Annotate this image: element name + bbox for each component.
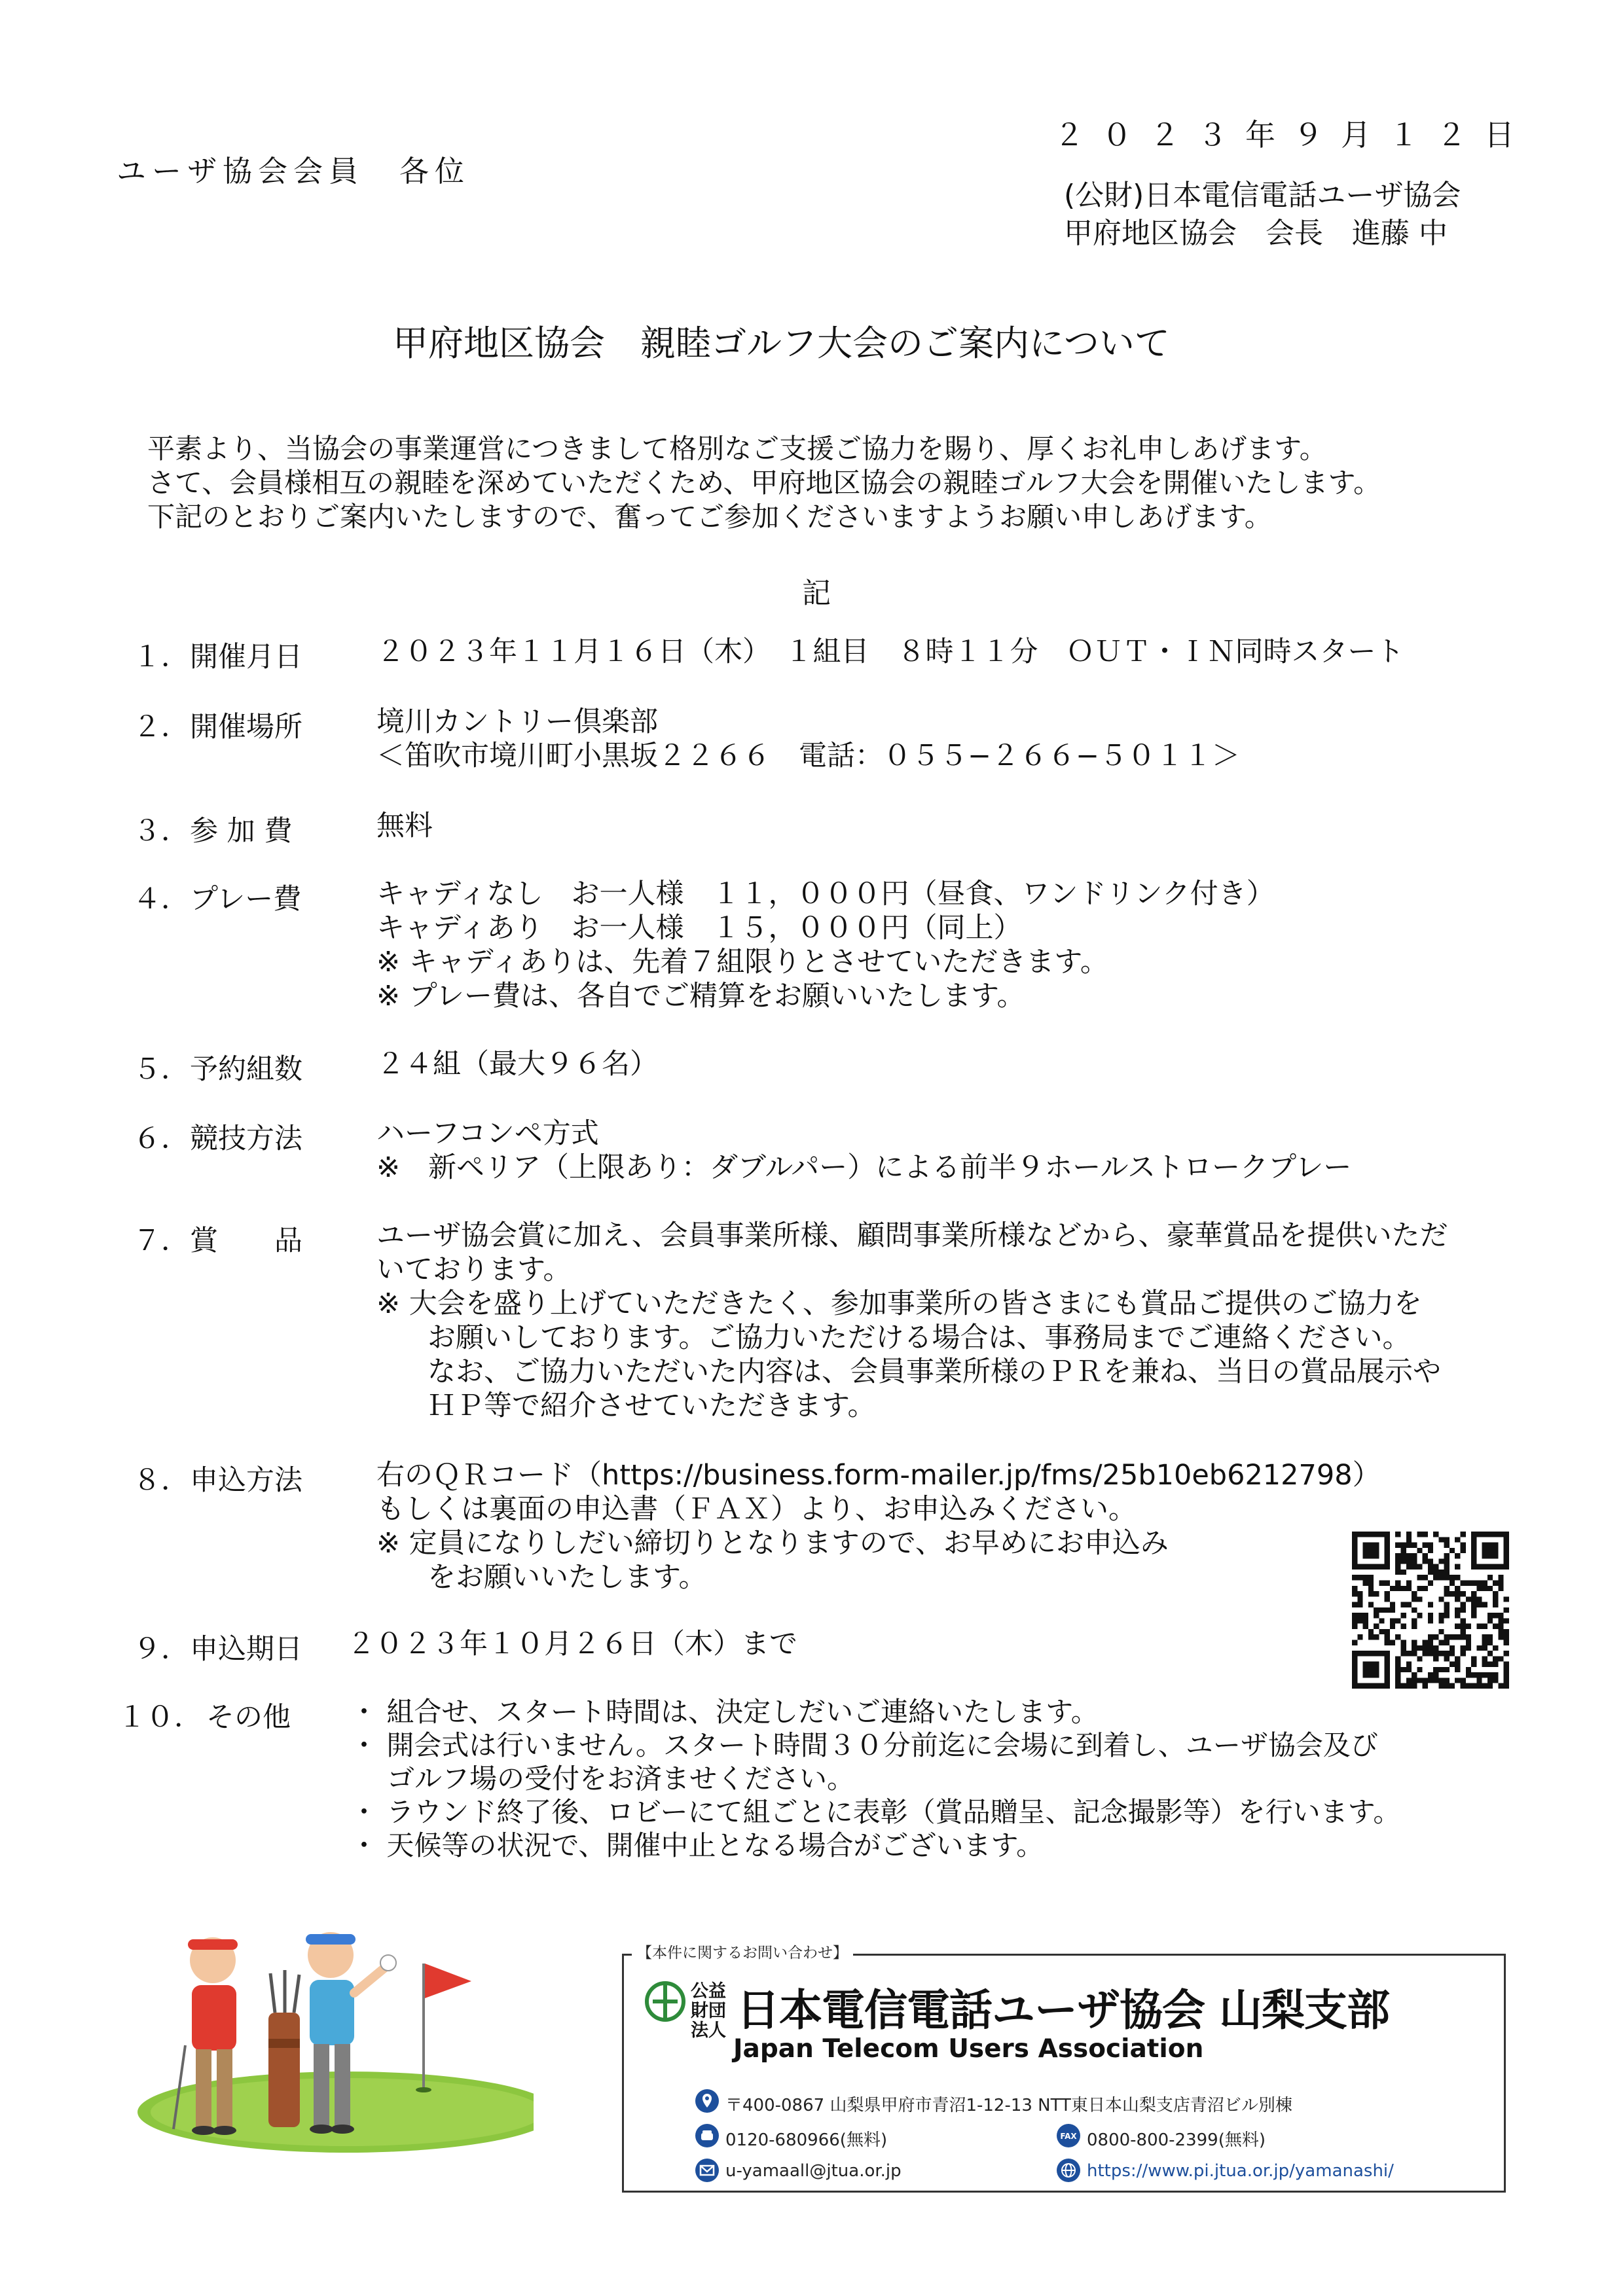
item-line: ※ キャディありは、先着７組限りとさせていただきます。: [376, 946, 1108, 978]
item-value: [350, 1695, 1400, 1862]
item-number: １０．: [118, 1701, 202, 1734]
mail-icon: [694, 2157, 720, 2183]
item-label: プレー費: [190, 883, 302, 916]
contact-email[interactable]: u-yamaall@jtua.or.jp: [725, 2161, 902, 2181]
org-name: 日本電信電話ユーザ協会 山梨支部: [737, 1985, 1389, 2036]
item-line: をお願いいたします。: [428, 1561, 707, 1594]
item-value: [376, 1117, 1351, 1185]
ki-heading: 記: [802, 577, 831, 610]
qr-code[interactable]: [1352, 1532, 1509, 1689]
item-line: ２０２３年１０月２６日（木）まで: [347, 1628, 797, 1660]
jtua-logo-icon: [645, 1978, 685, 2025]
item-number: ４．: [133, 883, 189, 916]
sender-name: 甲府地区協会 会長 進藤 中: [1064, 217, 1448, 250]
item-label: 申込期日: [190, 1633, 302, 1666]
item-label: 開催月日: [190, 641, 302, 673]
item-number: ６．: [133, 1122, 189, 1155]
contact-phone[interactable]: 0120-680966(無料): [725, 2130, 888, 2150]
item-label: 参 加 費: [190, 815, 293, 848]
item-line: もしくは裏面の申込書（ＦＡＸ）より、お申込みください。: [376, 1493, 1137, 1526]
item-value: [376, 705, 1240, 773]
item-number: １．: [133, 641, 189, 673]
item-value: [347, 1627, 797, 1661]
item-value: [376, 635, 1404, 669]
sender-block: [1064, 177, 1461, 253]
item-line: いております。: [376, 1253, 572, 1286]
item-line: ２０２３年１１月１６日（木） １組目 ８時１１分 ＯＵＴ・ＩＮ同時スタート: [376, 636, 1404, 668]
item-line: お願いしております。ご協力いただける場合は、事務局までご連絡ください。: [428, 1321, 1411, 1354]
item-line: ※ 定員になりしだい締切りとなりますので、お早めにお申込み: [376, 1527, 1169, 1560]
contact-url[interactable]: https://www.pi.jtua.or.jp/yamanashi/: [1087, 2161, 1394, 2181]
item-line: ・ 開会式は行いません。スタート時間３０分前迄に会場に到着し、ユーザ協会及び: [350, 1729, 1378, 1761]
document-date: ２０２３年９月１２日: [1054, 117, 1532, 152]
addressee: ユーザ協会会員 各位: [117, 154, 471, 188]
globe-icon: [1055, 2157, 1082, 2183]
item-number: ９．: [133, 1633, 189, 1666]
item-number: ３．: [133, 815, 189, 848]
item-line: なお、ご協力いただいた内容は、会員事業所様のＰＲを兼ね、当日の賞品展示や: [428, 1355, 1441, 1388]
item-label: 競技方法: [190, 1122, 302, 1155]
location-pin-icon: [694, 2088, 720, 2114]
item-value: [376, 1219, 1448, 1423]
item-line: ハーフコンペ方式: [376, 1117, 599, 1150]
org-prefix: 公益財団法人: [691, 1981, 726, 2041]
phone-icon: [694, 2123, 720, 2149]
item-label: 開催場所: [190, 711, 302, 744]
intro-paragraph: [147, 432, 1381, 534]
item-number: ２．: [133, 711, 189, 744]
item-number: ８．: [133, 1464, 189, 1497]
fax-icon: [1055, 2123, 1082, 2149]
item-line: キャディあり お一人様 １５，０００円（同上）: [376, 912, 1022, 944]
item-value: [376, 877, 1275, 1013]
sender-org: (公財)日本電信電話ユーザ協会: [1064, 179, 1461, 212]
item-number: ７．: [133, 1225, 189, 1257]
item-number: ５．: [133, 1053, 189, 1086]
item-label: 賞 品: [190, 1225, 302, 1257]
contact-fax[interactable]: 0800-800-2399(無料): [1087, 2130, 1266, 2150]
item-line: ユーザ協会賞に加え、会員事業所様、顧問事業所様などから、豪華賞品を提供いただ: [376, 1219, 1448, 1252]
intro-line: さて、会員様相互の親睦を深めていただくため、甲府地区協会の親睦ゴルフ大会を開催いたします。: [147, 467, 1381, 499]
org-english-name: Japan Telecom Users Association: [733, 2034, 1204, 2064]
item-value: [376, 1458, 1381, 1594]
intro-line: 下記のとおりご案内いたしますので、奮ってご参加くださいますようお願い申しあげます。: [147, 501, 1272, 533]
item-line: キャディなし お一人様 １１，０００円（昼食、ワンドリンク付き）: [376, 878, 1275, 910]
golfers-illustration: [128, 1921, 534, 2157]
item-line: ※ プレー費は、各自でご精算をお願いいたします。: [376, 980, 1025, 1013]
item-label: 予約組数: [190, 1053, 302, 1086]
intro-line: 平素より、当協会の事業運営につきまして格別なご支援ご協力を賜り、厚くお礼申しあげます。: [147, 433, 1327, 465]
item-value: [376, 809, 433, 843]
item-label: その他: [206, 1701, 291, 1734]
item-line: ・ ラウンド終了後、ロビーにて組ごとに表彰（賞品贈呈、記念撮影等）を行います。: [350, 1796, 1401, 1828]
item-line: 右のＱＲコード（https://business.form-mailer.jp/fms/25b10eb6212798）: [376, 1459, 1381, 1492]
item-line: ゴルフ場の受付をお済ませください。: [387, 1763, 855, 1795]
item-line: ※ 新ペリア（上限あり：ダブルパー）による前半９ホールストロークプレー: [376, 1151, 1352, 1184]
item-label: 申込方法: [190, 1464, 302, 1497]
item-line: ２４組（最大９６名）: [376, 1048, 658, 1081]
item-line: ＨＰ等で紹介させていただきます。: [428, 1390, 876, 1422]
item-value: [376, 1047, 658, 1081]
item-line: ・ 天候等の状況で、開催中止となる場合がございます。: [350, 1829, 1044, 1861]
item-line: 無料: [376, 810, 433, 842]
item-line: ・ 組合せ、スタート時間は、決定しだいご連絡いたします。: [350, 1696, 1099, 1728]
contact-caption: 【本件に関するお問い合わせ】: [632, 1941, 853, 1962]
item-line: ※ 大会を盛り上げていただきたく、参加事業所の皆さまにも賞品ご提供のご協力を: [376, 1287, 1422, 1320]
contact-address: 〒400-0867 山梨県甲府市青沼1-12-13 NTT東日本山梨支店青沼ビル別棟: [725, 2096, 1292, 2115]
item-line: 境川カントリー倶楽部: [376, 706, 658, 738]
document-title: 甲府地区協会 親睦ゴルフ大会のご案内について: [393, 323, 1170, 364]
item-line: ＜笛吹市境川町小黒坂２２６６ 電話：０５５−２６６−５０１１＞: [376, 740, 1241, 772]
svg-text:FAX: FAX: [1060, 2132, 1077, 2141]
